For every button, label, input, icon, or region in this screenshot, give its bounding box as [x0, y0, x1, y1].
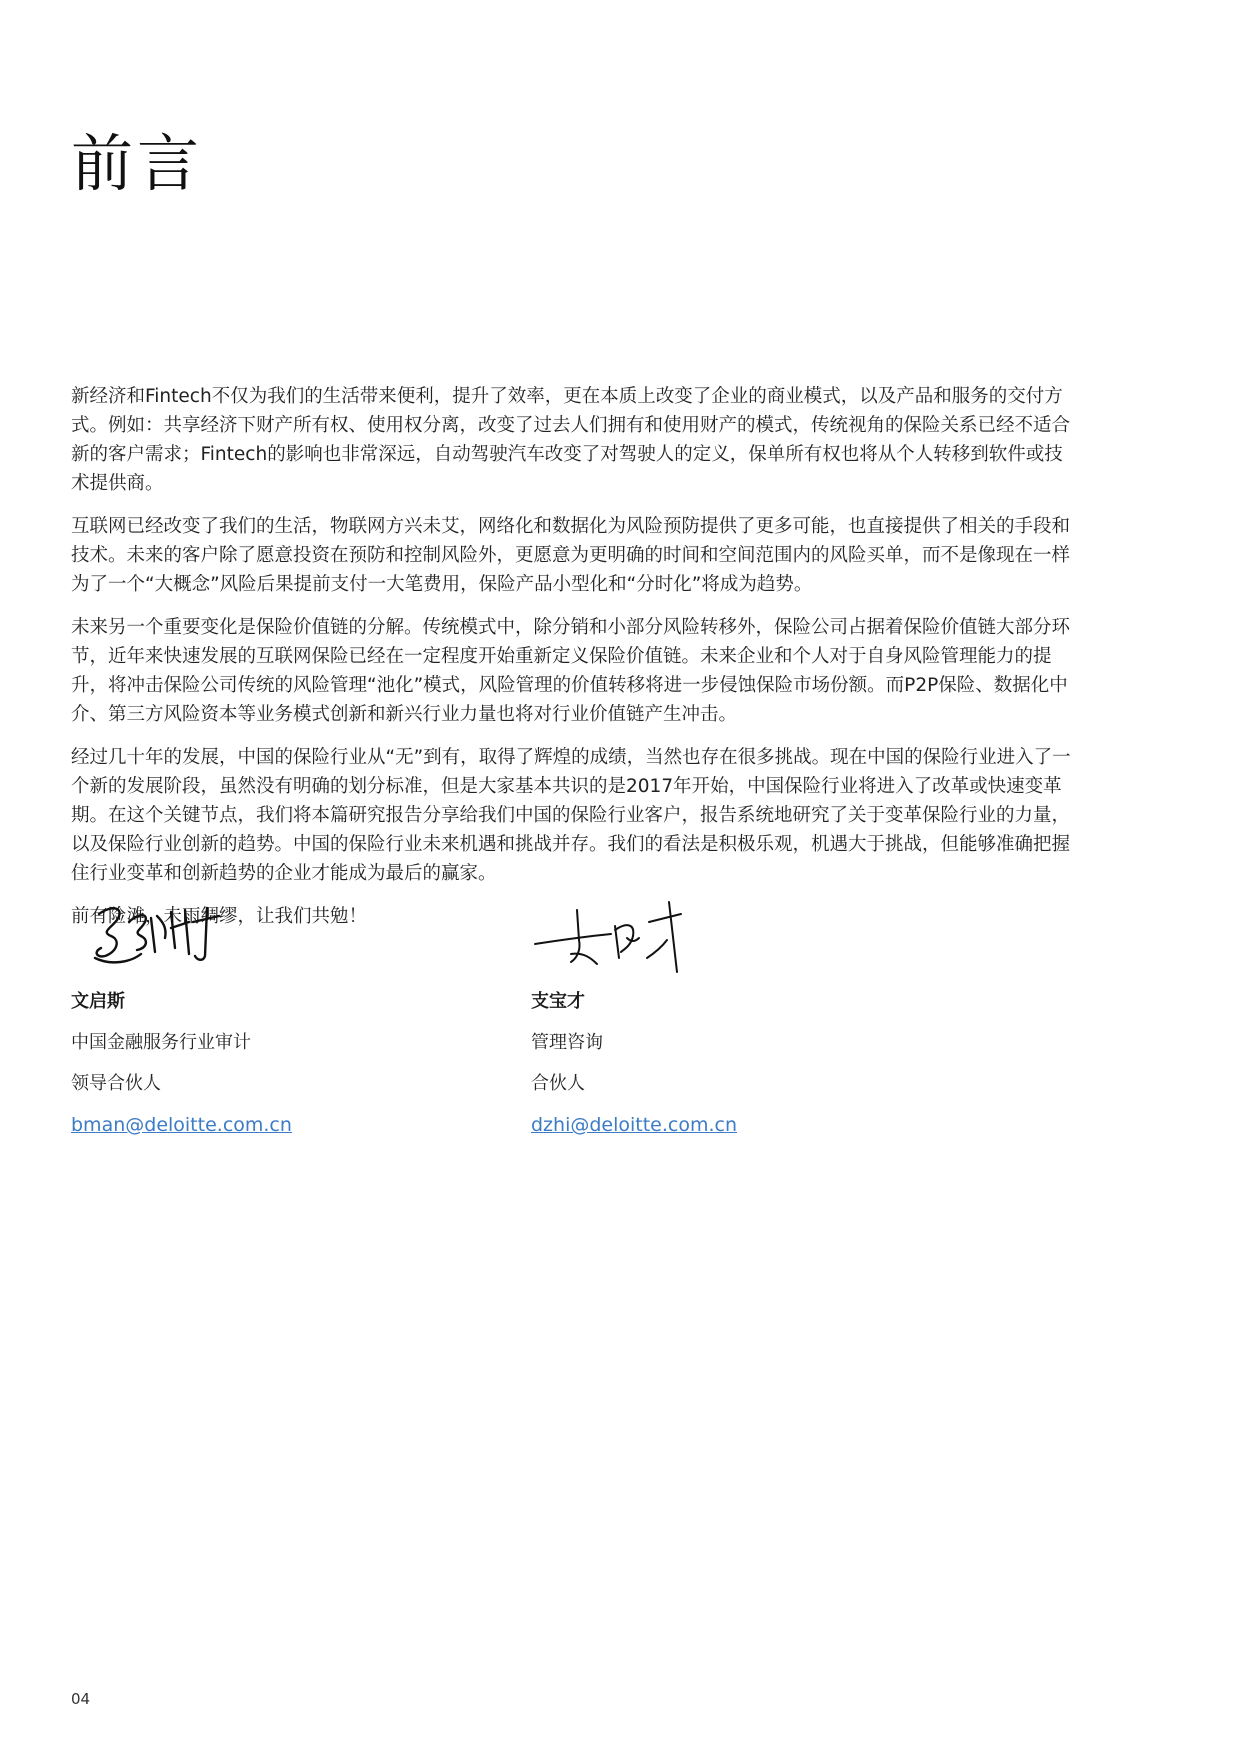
signatory-role: 管理咨询: [531, 1032, 603, 1053]
paragraph: 互联网已经改变了我们的生活，物联网方兴未艾，网络化和数据化为风险预防提供了更多可能，也直接提供了相关的手段和技术。未来的客户除了愿意投资在预防和控制风险外，更愿意为更明确的时间和空间范围内的风险买单，而不是像现在一样为了一个“大概念”风险后果提前支付一大笔费用，保险产品小型化和“分时化”将成为趋势。: [71, 516, 1071, 595]
page-title: 前言: [71, 127, 204, 200]
signatory-block-1: [71, 990, 451, 1137]
signatory-name: 支宝才: [531, 991, 585, 1012]
signatory-name: 文启斯: [71, 991, 125, 1012]
page-number: 04: [71, 1690, 91, 1708]
signatory-role: 中国金融服务行业审计: [71, 1032, 251, 1053]
signatory-title: 合伙人: [531, 1073, 585, 1094]
signatory-block-2: [531, 990, 911, 1137]
signatory-title: 领导合伙人: [71, 1073, 161, 1094]
email-link[interactable]: dzhi@deloitte.com.cn: [531, 1114, 738, 1136]
paragraph: 未来另一个重要变化是保险价值链的分解。传统模式中，除分销和小部分风险转移外，保险公司占据着保险价值链大部分环节，近年来快速发展的互联网保险已经在一定程度开始重新定义保险价值链。未来企业和个人对于自身风险管理能力的提升，将冲击保险公司传统的风险管理“池化”模式，风险管理的价值转移将进一步侵蚀保险市场份额。而P2P保险、数据化中介、第三方风险资本等业务模式创新和新兴行业力量也将对行业价值链产生冲击。: [71, 617, 1071, 725]
handwritten-signature-1: [71, 892, 241, 982]
paragraph: 新经济和Fintech不仅为我们的生活带来便利，提升了效率，更在本质上改变了企业的商业模式，以及产品和服务的交付方式。例如：共享经济下财产所有权、使用权分离，改变了过去人们拥有和使用财产的模式，传统视角的保险关系已经不适合新的客户需求；Fintech的影响也非常深远，自动驾驶汽车改变了对驾驶人的定义，保单所有权也将从个人转移到软件或技术提供商。: [71, 386, 1071, 494]
handwritten-signature-2: [531, 892, 711, 982]
closing-line: 前有险滩，未雨绸缪，让我们共勉！: [71, 906, 368, 927]
preface-body: [71, 382, 1081, 945]
email-link[interactable]: bman@deloitte.com.cn: [71, 1114, 292, 1136]
paragraph: 经过几十年的发展，中国的保险行业从“无”到有，取得了辉煌的成绩，当然也存在很多挑战。现在中国的保险行业进入了一个新的发展阶段，虽然没有明确的划分标准，但是大家基本共识的是2017年开始，中国保险行业将进入了改革或快速变革期。在这个关键节点，我们将本篇研究报告分享给我们中国的保险行业客户，报告系统地研究了关于变革保险行业的力量，以及保险行业创新的趋势。中国的保险行业未来机遇和挑战并存。我们的看法是积极乐观，机遇大于挑战，但能够准确把握住行业变革和创新趋势的企业才能成为最后的赢家。: [71, 747, 1071, 884]
